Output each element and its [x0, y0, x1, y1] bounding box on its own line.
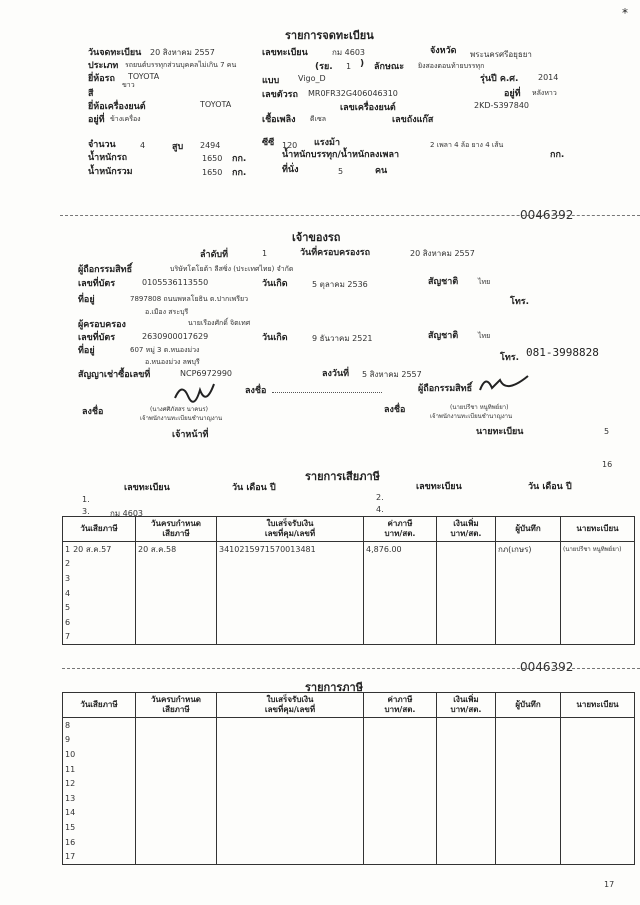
location: หลังหาว: [532, 89, 557, 97]
tax2-cell-receipt: [217, 718, 364, 733]
tax2-cell-extra: [437, 718, 496, 733]
load-kg: กก.: [550, 150, 565, 160]
page-number: 17: [604, 880, 615, 889]
tax-row: [63, 630, 635, 645]
hdr2-recorder: ผู้บันทึก: [496, 693, 561, 718]
hdr-recorder: ผู้บันทึก: [496, 517, 561, 542]
owner-page-mark: 5: [604, 427, 610, 436]
tax2-cell-recorder: [496, 747, 561, 762]
tax2-cell-due: [136, 733, 217, 748]
tax2-row: [63, 849, 635, 864]
tax-cell-recorder: [496, 586, 561, 601]
tax-cell-amount: [364, 571, 437, 586]
tax2-cell-receipt: [217, 849, 364, 864]
holder-birth: 5 ตุลาคม 2536: [312, 280, 368, 289]
own-date-label: วันที่ครอบครองรถ: [300, 248, 371, 258]
tax-cell-registrar: [561, 600, 635, 615]
tax-title: รายการเสียภาษี: [305, 470, 380, 483]
tax2-cell-due: [136, 776, 217, 791]
tax2-cell-recorder: [496, 835, 561, 850]
tax-cell-paid: [63, 600, 136, 615]
stroke: 2494: [200, 141, 221, 150]
row-number: 8: [65, 720, 71, 730]
tax2-row: [63, 762, 635, 777]
axle: 2 เพลา 4 ล้อ ยาง 4 เส้น: [430, 141, 504, 149]
reg-date-label: วันจดทะเบียน: [88, 48, 142, 58]
possessor-addr2: อ.หนองม่วง ลพบุรี: [145, 358, 200, 366]
tax2-cell-paid: [63, 835, 136, 850]
province: พระนครศรีอยุธยา: [470, 50, 532, 59]
hp-label: แรงม้า: [314, 138, 341, 148]
tax-cell-registrar: [561, 571, 635, 586]
tax2-cell-registrar: [561, 835, 635, 850]
tax-value-amount: 4,876.00: [366, 544, 402, 554]
tax2-cell-due: [136, 849, 217, 864]
tax-cell-amount: [364, 600, 437, 615]
possessor-id: 2630900017629: [142, 332, 209, 341]
year-label: รุ่นปี ค.ศ.: [480, 74, 519, 84]
tax-cell-receipt: [217, 630, 364, 645]
tax2-cell-paid: [63, 791, 136, 806]
tax-cell-paid: [63, 630, 136, 645]
tax2-cell-paid: [63, 762, 136, 777]
tax2-cell-due: [136, 791, 217, 806]
tax-cell-registrar: [561, 615, 635, 630]
chassis-label: เลขตัวรถ: [262, 90, 298, 100]
tax2-cell-receipt: [217, 733, 364, 748]
tax-cell-amount: [364, 630, 437, 645]
tax2-cell-amount: [364, 733, 437, 748]
tax2-row: [63, 791, 635, 806]
nat-label: สัญชาติ: [428, 277, 459, 287]
id-label: เลขที่บัตร: [78, 279, 116, 289]
tax2-table: [62, 692, 635, 865]
own-date: 20 สิงหาคม 2557: [410, 249, 475, 258]
tax-cell-paid: [63, 586, 136, 601]
sign-label-1: ลงชื่อ: [245, 386, 267, 396]
hdr2-paid: วันเสียภาษี: [63, 693, 136, 718]
contract-date: 5 สิงหาคม 2557: [362, 370, 422, 379]
color-label: สี: [88, 89, 94, 99]
rb-close: ): [360, 59, 365, 69]
contract-label: สัญญาเช่าซื้อเลขที่: [78, 370, 151, 380]
tax-cell-extra: [437, 571, 496, 586]
sign-label-3: ลงชื่อ: [384, 405, 406, 415]
tax2-cell-amount: [364, 835, 437, 850]
model: Vigo_D: [298, 74, 326, 83]
hdr2-amount: ค่าภาษี บาท/สต.: [364, 693, 437, 718]
tax-plate-hdr-1: เลขทะเบียน: [124, 483, 170, 493]
tax-cell-amount: [364, 542, 437, 557]
tax-cell-receipt: [217, 571, 364, 586]
registrar-label: นายทะเบียน: [476, 427, 524, 437]
row-number: 10: [65, 749, 76, 759]
tax2-cell-registrar: [561, 791, 635, 806]
hdr2-registrar: นายทะเบียน: [561, 693, 635, 718]
hdr2-receipt: ใบเสร็จรับเงิน เลขที่คุม/เลขที่: [217, 693, 364, 718]
tax2-cell-extra: [437, 791, 496, 806]
registrar-pos: เจ้าพนักงานทะเบียนชำนาญงาน: [430, 413, 513, 420]
owner-title: เจ้าของรถ: [292, 231, 341, 244]
plate-entry-no-1: 1.: [82, 495, 90, 504]
contract: NCP6972990: [180, 369, 233, 378]
tax-cell-receipt: [217, 600, 364, 615]
tax-cell-recorder: [496, 557, 561, 572]
tax2-cell-paid: [63, 806, 136, 821]
tax2-cell-receipt: [217, 835, 364, 850]
gas-label: เลขถังแก๊ส: [392, 115, 434, 125]
tax-cell-due: [136, 600, 217, 615]
tax-cell-recorder: [496, 542, 561, 557]
holder-addr: 7897808 ถนนพหลโยธิน ต.ปากเพรียว: [130, 295, 249, 303]
weight-kg: กก.: [232, 154, 247, 164]
tax-cell-recorder: [496, 615, 561, 630]
tax2-row: [63, 718, 635, 733]
tax-cell-due: [136, 586, 217, 601]
cyl: 4: [140, 141, 146, 150]
tax2-cell-amount: [364, 806, 437, 821]
tax2-cell-registrar: [561, 733, 635, 748]
tax-cell-recorder: [496, 630, 561, 645]
tax-cell-registrar: [561, 586, 635, 601]
type-label: ประเภท: [88, 61, 119, 71]
tax-row: [63, 586, 635, 601]
engine-brand: TOYOTA: [200, 100, 232, 109]
tax2-cell-recorder: [496, 849, 561, 864]
tax-cell-recorder: [496, 571, 561, 586]
order-label: ลำดับที่: [200, 250, 229, 260]
doc-number-2: 0046392: [520, 660, 574, 674]
tax2-cell-recorder: [496, 806, 561, 821]
tax-cell-receipt: [217, 586, 364, 601]
hdr-paid: วันเสียภาษี: [63, 517, 136, 542]
possessor-birth-label: วันเกิด: [262, 333, 288, 343]
type: รถยนต์บรรทุกส่วนบุคคลไม่เกิน 7 คน: [125, 61, 237, 69]
load-label: น้ำหนักบรรทุก/น้ำหนักลงเพลา: [282, 150, 400, 160]
tax2-cell-due: [136, 762, 217, 777]
tax2-row: [63, 835, 635, 850]
tax-row: [63, 600, 635, 615]
tax-cell-due: [136, 557, 217, 572]
tax-cell-registrar: [561, 542, 635, 557]
tax-header-row: [63, 517, 635, 542]
row-number: 6: [65, 617, 71, 627]
row-number: 12: [65, 779, 76, 789]
color: ขาว: [122, 81, 135, 89]
tax2-cell-amount: [364, 747, 437, 762]
possessor-label: ผู้ครอบครอง: [78, 320, 126, 330]
total-kg: กก.: [232, 168, 247, 178]
hdr-due: วันครบกำหนด เสียภาษี: [136, 517, 217, 542]
registration-title: รายการจดทะเบียน: [285, 29, 374, 42]
province-label: จังหวัด: [430, 46, 457, 56]
tax2-cell-recorder: [496, 762, 561, 777]
tax-page-mark: 16: [602, 460, 613, 469]
fuel: ดีเซล: [310, 115, 326, 123]
tax2-cell-receipt: [217, 762, 364, 777]
row-number: 16: [65, 837, 76, 847]
officer-name: (นางศศิภัสสร นาคนร): [150, 406, 208, 413]
possessor-tel: 081-3998828: [526, 346, 599, 359]
tax-cell-receipt: [217, 542, 364, 557]
tax-cell-extra: [437, 615, 496, 630]
tax2-cell-amount: [364, 776, 437, 791]
tax-cell-recorder: [496, 600, 561, 615]
tax-date-hdr-2: วัน เดือน ปี: [528, 482, 572, 492]
plate-entry-no-4: 4.: [376, 505, 384, 514]
plate-label: เลขทะเบียน: [262, 48, 308, 58]
tax-cell-paid: [63, 571, 136, 586]
tax2-cell-extra: [437, 733, 496, 748]
possessor-addr: 607 หมู่ 3 ต.หนองม่วง: [130, 346, 200, 354]
sign-label-2: ลงชื่อ: [82, 407, 104, 417]
tax2-cell-extra: [437, 849, 496, 864]
row-number: 4: [65, 588, 71, 598]
tax2-cell-paid: [63, 776, 136, 791]
tax-cell-due: [136, 630, 217, 645]
cyl-label: จำนวน: [88, 140, 116, 150]
tax2-cell-registrar: [561, 718, 635, 733]
engine-brand-label: ยี่ห้อเครื่องยนต์: [88, 102, 146, 112]
tax2-cell-recorder: [496, 733, 561, 748]
doc-number-1: 0046392: [520, 208, 574, 222]
plate-entry-no-3: 3.: [82, 507, 90, 516]
total: 1650: [202, 168, 223, 177]
tax2-cell-paid: [63, 733, 136, 748]
contract-date-label: ลงวันที่: [322, 369, 350, 379]
tax-value-receipt: 3410215971570013481: [219, 544, 316, 554]
tax-cell-receipt: [217, 615, 364, 630]
form-label: ลักษณะ: [374, 62, 405, 72]
tax2-cell-due: [136, 747, 217, 762]
reg-date: 20 สิงหาคม 2557: [150, 48, 215, 57]
holder-nat: ไทย: [478, 278, 491, 286]
brand: TOYOTA: [128, 72, 160, 81]
order: 1: [262, 249, 268, 258]
tax2-cell-receipt: [217, 820, 364, 835]
addr-label: ที่อยู่: [78, 295, 95, 305]
tax2-cell-extra: [437, 820, 496, 835]
holder-id: 0105536113550: [142, 278, 209, 287]
rb: 1: [346, 62, 352, 71]
cc: 120: [282, 141, 298, 150]
holder-label: ผู้ถือกรรมสิทธิ์: [78, 265, 133, 275]
holder-signature-icon: [476, 372, 536, 398]
tax-cell-paid: [63, 615, 136, 630]
possessor-addr-label: ที่อยู่: [78, 346, 95, 356]
tax-cell-receipt: [217, 557, 364, 572]
possessor-tel-label: โทร.: [500, 353, 520, 363]
plate: กม 4603: [332, 48, 366, 57]
hdr-registrar: นายทะเบียน: [561, 517, 635, 542]
tax-cell-due: [136, 571, 217, 586]
tax2-cell-due: [136, 806, 217, 821]
row-number: 11: [65, 764, 76, 774]
tax2-cell-recorder: [496, 776, 561, 791]
hdr2-extra: เงินเพิ่ม บาท/สต.: [437, 693, 496, 718]
tax2-cell-amount: [364, 849, 437, 864]
holder: บริษัทโตโยต้า ลีสซิ่ง (ประเทศไทย) จำกัด: [170, 265, 294, 273]
tax-value-paid: 20 ส.ค.57: [73, 544, 112, 554]
cc-label: ซีซี: [262, 138, 275, 148]
tax2-cell-extra: [437, 806, 496, 821]
tax-cell-registrar: [561, 630, 635, 645]
engine-loc-label: อยู่ที่: [88, 115, 105, 125]
tax2-cell-paid: [63, 747, 136, 762]
row-number: 17: [65, 852, 76, 862]
tax-cell-extra: [437, 586, 496, 601]
engine-no: 2KD-S397840: [474, 101, 529, 110]
row-number: 3: [65, 573, 71, 583]
tax2-cell-receipt: [217, 747, 364, 762]
location-label: อยู่ที่: [504, 89, 521, 99]
chassis: MR0FR32G406046310: [308, 89, 398, 98]
hdr-amount: ค่าภาษี บาท/สต.: [364, 517, 437, 542]
tax2-cell-due: [136, 718, 217, 733]
tax-cell-due: [136, 542, 217, 557]
tax-row: [63, 557, 635, 572]
tax2-cell-due: [136, 835, 217, 850]
tax-cell-extra: [437, 542, 496, 557]
hdr2-due: วันครบกำหนด เสียภาษี: [136, 693, 217, 718]
tax2-row: [63, 806, 635, 821]
tax-value-recorder: กภ(เกษร): [498, 544, 532, 554]
tax2-cell-paid: [63, 849, 136, 864]
tax2-cell-recorder: [496, 791, 561, 806]
rb-label: (รย.: [315, 62, 333, 72]
top-mark: *: [622, 6, 628, 20]
row-number: 15: [65, 822, 76, 832]
person-label: คน: [375, 166, 388, 176]
possessor-nat-label: สัญชาติ: [428, 331, 459, 341]
tax-cell-registrar: [561, 557, 635, 572]
tax2-cell-extra: [437, 835, 496, 850]
fuel-label: เชื้อเพลิง: [262, 115, 296, 125]
sign-line-1: [272, 392, 382, 393]
tax-cell-amount: [364, 615, 437, 630]
tax2-cell-receipt: [217, 791, 364, 806]
row-number: 13: [65, 793, 76, 803]
row-number: 14: [65, 808, 76, 818]
tax-value-registrar: (นายปรีชา หนูทิพย์ยา): [563, 546, 622, 554]
officer-label: เจ้าหน้าที่: [172, 430, 209, 440]
tax2-cell-registrar: [561, 820, 635, 835]
holder-caption: ผู้ถือกรรมสิทธิ์: [418, 384, 473, 394]
tax-date-hdr-1: วัน เดือน ปี: [232, 483, 276, 493]
tax-plate-hdr-2: เลขทะเบียน: [416, 482, 462, 492]
tax2-cell-extra: [437, 762, 496, 777]
seats: 5: [338, 167, 344, 176]
tax2-cell-registrar: [561, 747, 635, 762]
row-number: 2: [65, 559, 71, 569]
tax2-cell-receipt: [217, 806, 364, 821]
birth-label: วันเกิด: [262, 279, 288, 289]
tax2-cell-registrar: [561, 776, 635, 791]
form: ยิงสองตอนท้ายบรรทุก: [418, 62, 485, 70]
row-number: 5: [65, 603, 71, 613]
tax2-cell-due: [136, 820, 217, 835]
registrar-name: (นายปรีชา หนูทิพย์ยา): [450, 404, 509, 411]
tax2-row: [63, 820, 635, 835]
tax2-cell-recorder: [496, 820, 561, 835]
hdr-receipt: ใบเสร็จรับเงิน เลขที่คุม/เลขที่: [217, 517, 364, 542]
holder-addr2: อ.เมือง สระบุรี: [145, 308, 189, 316]
possessor: นายเรืองศักดิ์ จิตเทศ: [188, 319, 251, 327]
tax2-cell-receipt: [217, 776, 364, 791]
tax-row: [63, 615, 635, 630]
tel-label: โทร.: [510, 297, 530, 307]
tax-cell-paid: [63, 557, 136, 572]
tax2-row: [63, 776, 635, 791]
tax-cell-extra: [437, 557, 496, 572]
possessor-id-label: เลขที่บัตร: [78, 333, 116, 343]
hdr-extra: เงินเพิ่ม บาท/สต.: [437, 517, 496, 542]
tax2-header-row: [63, 693, 635, 718]
tax2-cell-amount: [364, 820, 437, 835]
officer-pos: เจ้าพนักงานทะเบียนชำนาญงาน: [140, 415, 223, 422]
tax2-cell-recorder: [496, 718, 561, 733]
engine-loc: ข้างเครื่อง: [110, 115, 141, 123]
tax2-cell-amount: [364, 791, 437, 806]
engine-no-label: เลขเครื่องยนต์: [340, 103, 396, 113]
stroke-label: สูบ: [172, 142, 184, 152]
tax-cell-extra: [437, 600, 496, 615]
tax-value-due: 20 ส.ค.58: [138, 544, 177, 554]
tax2-cell-paid: [63, 820, 136, 835]
plate-entry-no-2: 2.: [376, 493, 384, 502]
tax2-cell-extra: [437, 747, 496, 762]
tax-row: [63, 542, 635, 557]
total-label: น้ำหนักรวม: [88, 167, 133, 177]
row-number: 1: [65, 544, 71, 554]
tax2-cell-extra: [437, 776, 496, 791]
tax-table: [62, 516, 635, 645]
row-number: 7: [65, 632, 71, 642]
year: 2014: [538, 73, 559, 82]
tax-cell-due: [136, 615, 217, 630]
tax-cell-paid: [63, 542, 136, 557]
weight: 1650: [202, 154, 223, 163]
model-label: แบบ: [262, 76, 280, 86]
tax-cell-amount: [364, 586, 437, 601]
tax-row: [63, 571, 635, 586]
tax2-cell-registrar: [561, 849, 635, 864]
tax2-cell-registrar: [561, 806, 635, 821]
tax2-title: รายการภาษี: [305, 681, 363, 694]
possessor-birth: 9 ธันวาคม 2521: [312, 334, 373, 343]
brand-label: ยี่ห้อรถ: [88, 74, 115, 84]
tax2-cell-paid: [63, 718, 136, 733]
weight-label: น้ำหนักรถ: [88, 153, 128, 163]
tax2-row: [63, 733, 635, 748]
tax2-row: [63, 747, 635, 762]
row-number: 9: [65, 735, 71, 745]
seats-label: ที่นั่ง: [282, 165, 299, 175]
tax2-cell-amount: [364, 718, 437, 733]
tax-cell-extra: [437, 630, 496, 645]
possessor-nat: ไทย: [478, 332, 491, 340]
tax2-cell-registrar: [561, 762, 635, 777]
plate-entry-1: กม 4603: [110, 509, 144, 518]
tax2-cell-amount: [364, 762, 437, 777]
tax-cell-amount: [364, 557, 437, 572]
